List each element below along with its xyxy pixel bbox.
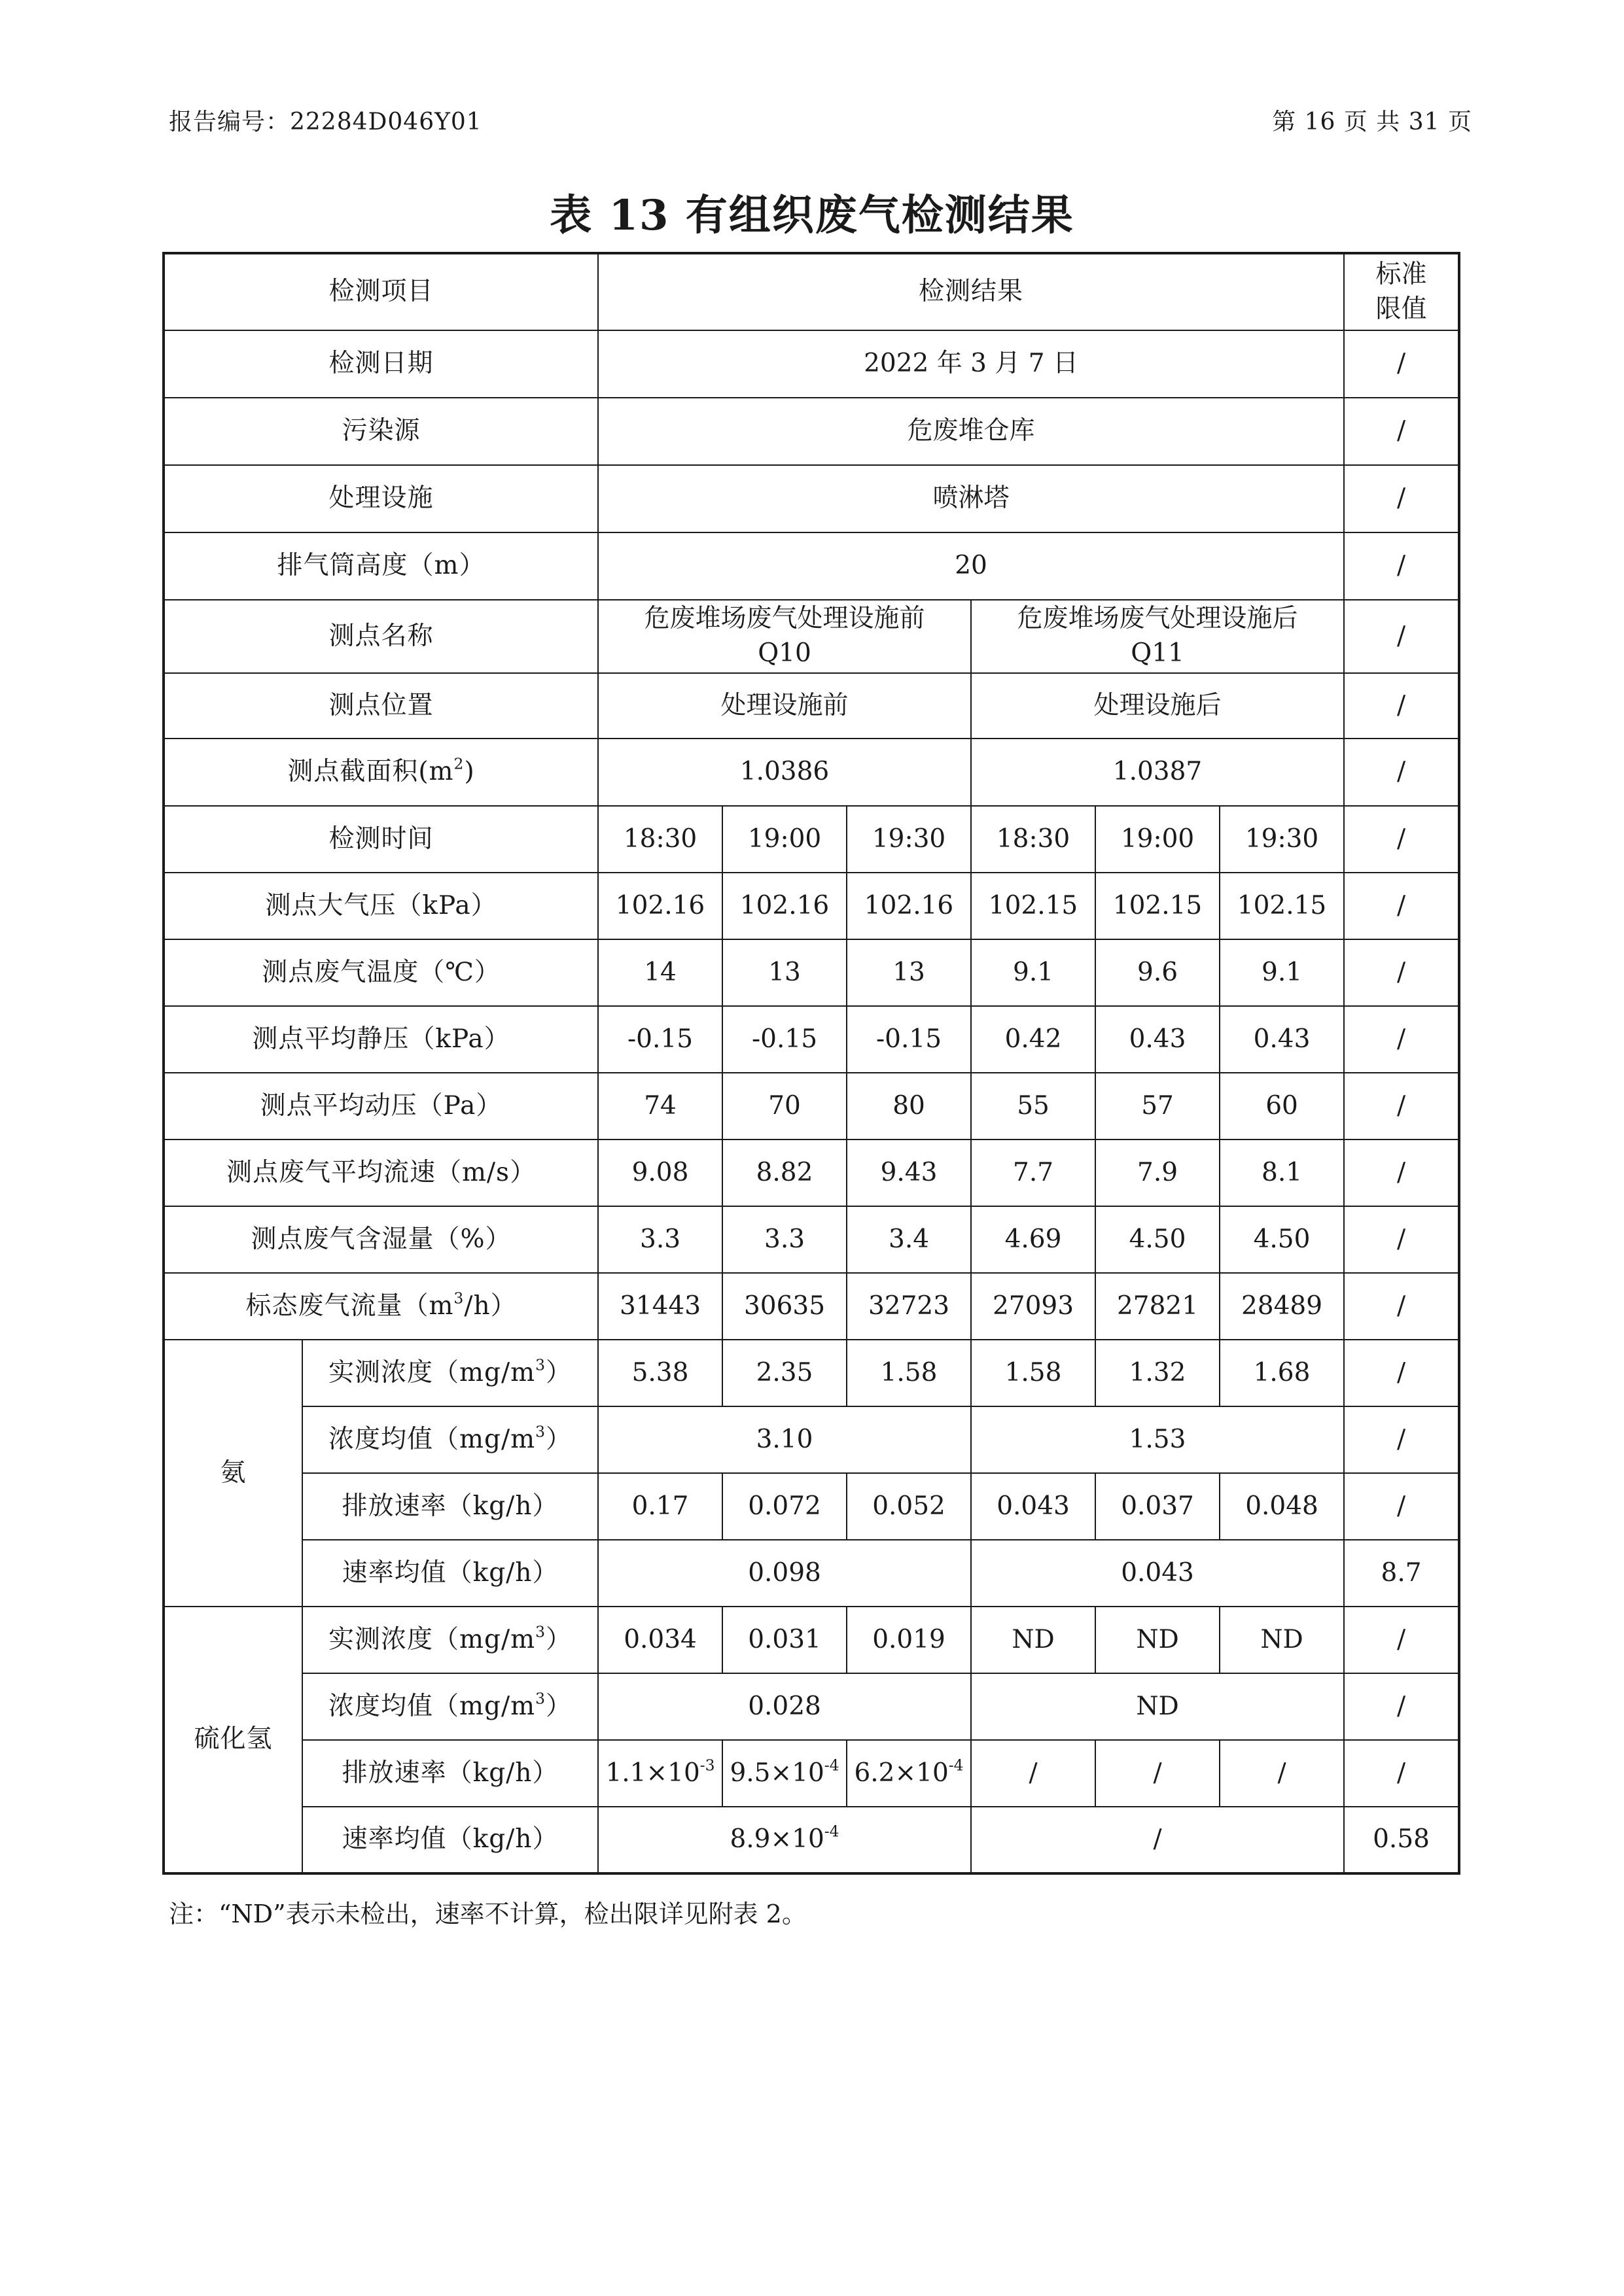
row-label: 检测时间: [164, 806, 598, 873]
standard-value: /: [1344, 1607, 1459, 1673]
header-item: 检测项目: [164, 253, 598, 330]
label-end: ）: [545, 1624, 572, 1654]
standard-value: /: [1344, 398, 1459, 465]
standard-value: /: [1344, 1473, 1459, 1540]
cell: 102.15: [971, 873, 1095, 939]
label-sup: 3: [535, 1422, 546, 1441]
row-label: 测点位置: [164, 673, 598, 739]
label-end: /h）: [464, 1291, 517, 1321]
cell: 9.1: [1220, 939, 1344, 1006]
page-title: 表 13 有组织废气检测结果: [550, 191, 1074, 240]
cell: 0.048: [1220, 1473, 1344, 1540]
cell: 0.028: [598, 1673, 971, 1740]
cell: 2.35: [722, 1340, 847, 1406]
cell: 102.16: [847, 873, 971, 939]
row-label: 处理设施: [164, 465, 598, 532]
standard-value: /: [1344, 330, 1459, 398]
row-label: 测点平均动压（Pa）: [164, 1073, 598, 1139]
label-text: 测点截面积(m: [287, 757, 454, 787]
cell: 74: [598, 1073, 722, 1139]
table-row: [164, 600, 1459, 673]
label-text: 浓度均值（mg/m: [328, 1424, 536, 1454]
row-label: 速率均值（kg/h）: [302, 1807, 598, 1873]
value-exp: -4: [948, 1756, 964, 1775]
cell: 102.15: [1095, 873, 1220, 939]
cell: 3.3: [722, 1206, 847, 1273]
row-label: 排放速率（kg/h）: [302, 1740, 598, 1807]
table-row: [164, 1473, 1459, 1540]
cell: /: [971, 1807, 1344, 1873]
table-row: [164, 806, 1459, 873]
cell: 0.019: [847, 1607, 971, 1673]
cell: 14: [598, 939, 722, 1006]
cell: 19:00: [722, 806, 847, 873]
table-row: [164, 1273, 1459, 1340]
table-header-row: [164, 253, 1459, 330]
pollutant-h2s: 硫化氢: [164, 1607, 302, 1873]
cell: 30635: [722, 1273, 847, 1340]
table-row: [164, 1073, 1459, 1139]
pollutant-ammonia: 氨: [164, 1340, 302, 1607]
cell: 102.15: [1220, 873, 1344, 939]
cell: 32723: [847, 1273, 971, 1340]
header-standard-line1: 标准: [1375, 259, 1427, 289]
label-sup: 2: [453, 754, 465, 773]
cell: 57: [1095, 1073, 1220, 1139]
row-label: [164, 1273, 598, 1340]
cell: 1.68: [1220, 1340, 1344, 1406]
row-label: 测点废气平均流速（m/s）: [164, 1139, 598, 1206]
table-row: [164, 1206, 1459, 1273]
header-standard-line2: 限值: [1375, 294, 1427, 324]
cell: ND: [1095, 1607, 1220, 1673]
row-value: 1.0386: [598, 739, 971, 806]
cell: 7.7: [971, 1139, 1095, 1206]
row-label: 速率均值（kg/h）: [302, 1540, 598, 1607]
row-value: 2022 年 3 月 7 日: [598, 330, 1344, 398]
cell: ND: [971, 1607, 1095, 1673]
cell: 3.3: [598, 1206, 722, 1273]
row-label: 测点废气温度（℃）: [164, 939, 598, 1006]
row-value: 喷淋塔: [598, 465, 1344, 532]
cell: 70: [722, 1073, 847, 1139]
table-row: [164, 939, 1459, 1006]
standard-value: /: [1344, 1406, 1459, 1473]
label-end: ）: [545, 1424, 572, 1454]
table-row: [164, 1340, 1459, 1406]
cell: 102.16: [722, 873, 847, 939]
row-label: 排气筒高度（m）: [164, 532, 598, 600]
cell: 55: [971, 1073, 1095, 1139]
table-row: [164, 1406, 1459, 1473]
standard-value: /: [1344, 1073, 1459, 1139]
row-label: 排放速率（kg/h）: [302, 1473, 598, 1540]
cell: 9.43: [847, 1139, 971, 1206]
cell: 31443: [598, 1273, 722, 1340]
cell: 9.1: [971, 939, 1095, 1006]
label-end: ）: [545, 1357, 572, 1387]
label-end: ）: [545, 1691, 572, 1721]
table-row: [164, 1740, 1459, 1807]
standard-value: /: [1344, 600, 1459, 673]
table-row: [164, 1807, 1459, 1873]
cell: 0.17: [598, 1473, 722, 1540]
cell: 19:00: [1095, 806, 1220, 873]
standard-value: /: [1344, 465, 1459, 532]
standard-value: /: [1344, 1206, 1459, 1273]
value-base: 1.1×10: [605, 1758, 700, 1788]
row-label: 检测日期: [164, 330, 598, 398]
table-row: [164, 873, 1459, 939]
row-label: [302, 1406, 598, 1473]
cell: 3.4: [847, 1206, 971, 1273]
cell: [598, 1807, 971, 1873]
cell: 7.9: [1095, 1139, 1220, 1206]
cell: 8.82: [722, 1139, 847, 1206]
row-value: 1.0387: [971, 739, 1344, 806]
row-label: 测点大气压（kPa）: [164, 873, 598, 939]
report-number: 报告编号：22284D046Y01: [169, 109, 482, 135]
cell: /: [1220, 1740, 1344, 1807]
label-sup: 3: [535, 1355, 546, 1374]
cell: 0.43: [1095, 1006, 1220, 1073]
standard-value: /: [1344, 739, 1459, 806]
standard-value: /: [1344, 806, 1459, 873]
cell: 0.052: [847, 1473, 971, 1540]
standard-value: /: [1344, 1673, 1459, 1740]
cell: 9.08: [598, 1139, 722, 1206]
footnote: 注：“ND”表示未检出，速率不计算，检出限详见附表 2。: [169, 1900, 807, 1928]
cell: ND: [1220, 1607, 1344, 1673]
value-exp: -4: [824, 1822, 839, 1841]
row-label: [164, 739, 598, 806]
standard-value: /: [1344, 1006, 1459, 1073]
cell: 102.16: [598, 873, 722, 939]
row-label: [302, 1673, 598, 1740]
row-label: 测点平均静压（kPa）: [164, 1006, 598, 1073]
cell: 60: [1220, 1073, 1344, 1139]
cell: 3.10: [598, 1406, 971, 1473]
value-base: 6.2×10: [854, 1758, 949, 1788]
label-end: ): [464, 757, 475, 787]
table-row: [164, 532, 1459, 600]
table-row: [164, 1607, 1459, 1673]
cell: 1.58: [971, 1340, 1095, 1406]
cell: -0.15: [598, 1006, 722, 1073]
row-label: 污染源: [164, 398, 598, 465]
cell: 13: [847, 939, 971, 1006]
header-standard: [1344, 253, 1459, 330]
cell: 8.1: [1220, 1139, 1344, 1206]
table-row: [164, 1540, 1459, 1607]
label-text: 浓度均值（mg/m: [328, 1691, 536, 1721]
cell: 80: [847, 1073, 971, 1139]
point-after-line1: 危废堆场废气处理设施后: [1017, 604, 1298, 634]
cell: 0.072: [722, 1473, 847, 1540]
table-row: [164, 1139, 1459, 1206]
row-label: [302, 1607, 598, 1673]
standard-value: 8.7: [1344, 1540, 1459, 1607]
cell: 5.38: [598, 1340, 722, 1406]
header-result: 检测结果: [598, 253, 1344, 330]
row-label: [302, 1340, 598, 1406]
cell: 0.043: [971, 1540, 1344, 1607]
cell: /: [971, 1740, 1095, 1807]
page-number: 第 16 页 共 31 页: [1272, 109, 1472, 135]
table-row: [164, 1006, 1459, 1073]
cell: 0.043: [971, 1473, 1095, 1540]
row-value: 20: [598, 532, 1344, 600]
point-before-line2: Q10: [758, 638, 811, 668]
value-base: 9.5×10: [730, 1758, 824, 1788]
cell: [598, 1740, 722, 1807]
label-text: 实测浓度（mg/m: [328, 1357, 536, 1387]
label-sup: 3: [535, 1689, 546, 1708]
point-before-name: [598, 600, 971, 673]
cell: 28489: [1220, 1273, 1344, 1340]
cell: 27093: [971, 1273, 1095, 1340]
cell: [847, 1740, 971, 1807]
standard-value: /: [1344, 873, 1459, 939]
row-value: 危废堆仓库: [598, 398, 1344, 465]
standard-value: /: [1344, 1740, 1459, 1807]
standard-value: /: [1344, 939, 1459, 1006]
point-after-line2: Q11: [1131, 638, 1184, 668]
row-value: 处理设施后: [971, 673, 1344, 739]
cell: 0.42: [971, 1006, 1095, 1073]
cell: [722, 1740, 847, 1807]
cell: 1.32: [1095, 1340, 1220, 1406]
standard-value: /: [1344, 1340, 1459, 1406]
value-exp: -4: [824, 1756, 839, 1775]
cell: 0.43: [1220, 1006, 1344, 1073]
cell: 4.50: [1220, 1206, 1344, 1273]
row-label: 测点名称: [164, 600, 598, 673]
value-base: 8.9×10: [730, 1824, 824, 1854]
label-sup: 3: [535, 1622, 546, 1641]
results-table: [162, 252, 1460, 1875]
row-label: 测点废气含湿量（%）: [164, 1206, 598, 1273]
cell: /: [1095, 1740, 1220, 1807]
cell: 1.53: [971, 1406, 1344, 1473]
label-text: 实测浓度（mg/m: [328, 1624, 536, 1654]
cell: 18:30: [971, 806, 1095, 873]
point-after-name: [971, 600, 1344, 673]
cell: 0.037: [1095, 1473, 1220, 1540]
table-row: [164, 398, 1459, 465]
cell: 1.58: [847, 1340, 971, 1406]
table-row: [164, 330, 1459, 398]
standard-value: /: [1344, 1139, 1459, 1206]
cell: 4.69: [971, 1206, 1095, 1273]
label-sup: 3: [453, 1289, 465, 1308]
table-row: [164, 673, 1459, 739]
cell: -0.15: [847, 1006, 971, 1073]
cell: 4.50: [1095, 1206, 1220, 1273]
table-row: [164, 1673, 1459, 1740]
cell: 27821: [1095, 1273, 1220, 1340]
cell: 18:30: [598, 806, 722, 873]
value-exp: -3: [699, 1756, 715, 1775]
cell: ND: [971, 1673, 1344, 1740]
table-row: [164, 739, 1459, 806]
cell: 13: [722, 939, 847, 1006]
cell: 19:30: [847, 806, 971, 873]
cell: 9.6: [1095, 939, 1220, 1006]
standard-value: /: [1344, 1273, 1459, 1340]
standard-value: 0.58: [1344, 1807, 1459, 1873]
cell: 0.031: [722, 1607, 847, 1673]
cell: 0.098: [598, 1540, 971, 1607]
point-before-line1: 危废堆场废气处理设施前: [644, 604, 925, 634]
cell: 19:30: [1220, 806, 1344, 873]
standard-value: /: [1344, 673, 1459, 739]
cell: -0.15: [722, 1006, 847, 1073]
standard-value: /: [1344, 532, 1459, 600]
table-row: [164, 465, 1459, 532]
label-text: 标态废气流量（m: [245, 1291, 454, 1321]
row-value: 处理设施前: [598, 673, 971, 739]
cell: 0.034: [598, 1607, 722, 1673]
